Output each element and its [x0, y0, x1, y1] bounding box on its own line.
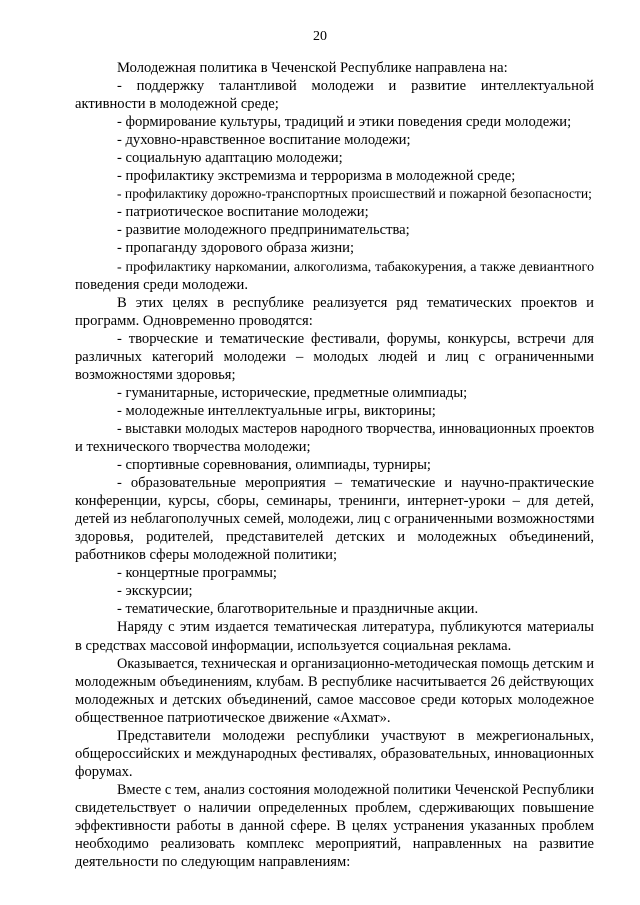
text-line: Оказывается, техническая и организационно-методическая помощь детским и: [117, 655, 595, 672]
text-line: - патриотическое воспитание молодежи;: [117, 204, 369, 221]
text-line: - поддержку талантливой молодежи и развитие интеллектуальной: [117, 78, 594, 95]
text-line: деятельности по следующим направлениям:: [75, 854, 351, 871]
text-line: молодежным объединениям, клубам. В республике насчитывается 26 действующих: [75, 673, 594, 690]
text-line: - профилактику наркомании, алкоголизма, табакокурения, а также девиантного: [117, 258, 594, 275]
text-line: эффективности работы в данной сфере. В целях устранения указанных проблем: [75, 817, 594, 834]
text-line: активности в молодежной среде;: [75, 96, 279, 113]
text-line: - спортивные соревнования, олимпиады, турниры;: [117, 457, 431, 474]
document-body: [75, 59, 594, 871]
text-line: здоровья, родителей, представителей детских и молодежных объединений,: [75, 529, 594, 546]
text-line: - выставки молодых мастеров народного творчества, инновационных проектов: [117, 420, 595, 437]
text-line: - профилактику экстремизма и терроризма в молодежной среде;: [117, 168, 516, 185]
text-line: детей из неблагополучных семей, молодежи, лиц с ограниченными возможностями: [75, 511, 595, 528]
text-line: - образовательные мероприятия – тематические и научно-практические: [117, 475, 594, 492]
text-line: молодежных и детских объединений, самое массовое среди которых молодежное: [75, 691, 594, 708]
text-line: общественное патриотическое движение «Ахмат».: [75, 709, 391, 726]
text-line: В этих целях в республике реализуется ряд тематических проектов и: [117, 294, 594, 311]
text-line: возможностями здоровья;: [75, 366, 236, 383]
text-line: поведения среди молодежи.: [75, 276, 248, 293]
text-line: - творческие и тематические фестивали, форумы, конкурсы, встречи для: [117, 330, 594, 347]
text-line: - профилактику дорожно-транспортных происшествий и пожарной безопасности;: [117, 186, 592, 202]
text-line: Наряду с этим издается тематическая литература, публикуются материалы: [117, 619, 594, 636]
text-line: - формирование культуры, традиций и этики поведения среди молодежи;: [117, 114, 572, 131]
text-line: - экскурсии;: [117, 583, 193, 600]
text-line: необходимо реализовать комплекс мероприятий, направленных на развитие: [75, 836, 594, 853]
text-line: - социальную адаптацию молодежи;: [117, 150, 343, 167]
text-line: свидетельствует о наличии определенных проблем, сдерживающих повышение: [75, 799, 594, 816]
text-line: программ. Одновременно проводятся:: [75, 312, 313, 329]
text-line: - молодежные интеллектуальные игры, викторины;: [117, 402, 436, 419]
text-line: - тематические, благотворительные и праздничные акции.: [117, 601, 479, 618]
text-line: в средствах массовой информации, используется социальная реклама.: [75, 637, 512, 654]
text-line: - духовно-нравственное воспитание молодежи;: [117, 132, 411, 149]
page-number: 20: [313, 29, 327, 44]
text-line: форумах.: [75, 763, 133, 780]
text-line: и технического творчества молодежи;: [75, 438, 311, 455]
text-line: различных категорий молодежи – молодых людей и лиц с ограниченными: [75, 348, 594, 365]
text-line: - пропаганду здорового образа жизни;: [117, 240, 355, 257]
text-line: Молодежная политика в Чеченской Республике направлена на:: [117, 60, 508, 76]
text-line: конференции, курсы, сборы, семинары, тренинги, интернет-уроки – для детей,: [75, 493, 594, 510]
text-line: - концертные программы;: [117, 565, 277, 582]
text-line: общероссийских и международных фестивалях, образовательных, инновационных: [75, 745, 594, 762]
text-line: - гуманитарные, исторические, предметные олимпиады;: [117, 384, 468, 401]
text-line: Представители молодежи республики участвуют в межрегиональных,: [117, 727, 594, 744]
text-line: - развитие молодежного предпринимательства;: [117, 222, 410, 239]
text-line: Вместе с тем, анализ состояния молодежной политики Чеченской Республики: [117, 781, 594, 798]
text-line: работников сферы молодежной политики;: [75, 547, 338, 564]
